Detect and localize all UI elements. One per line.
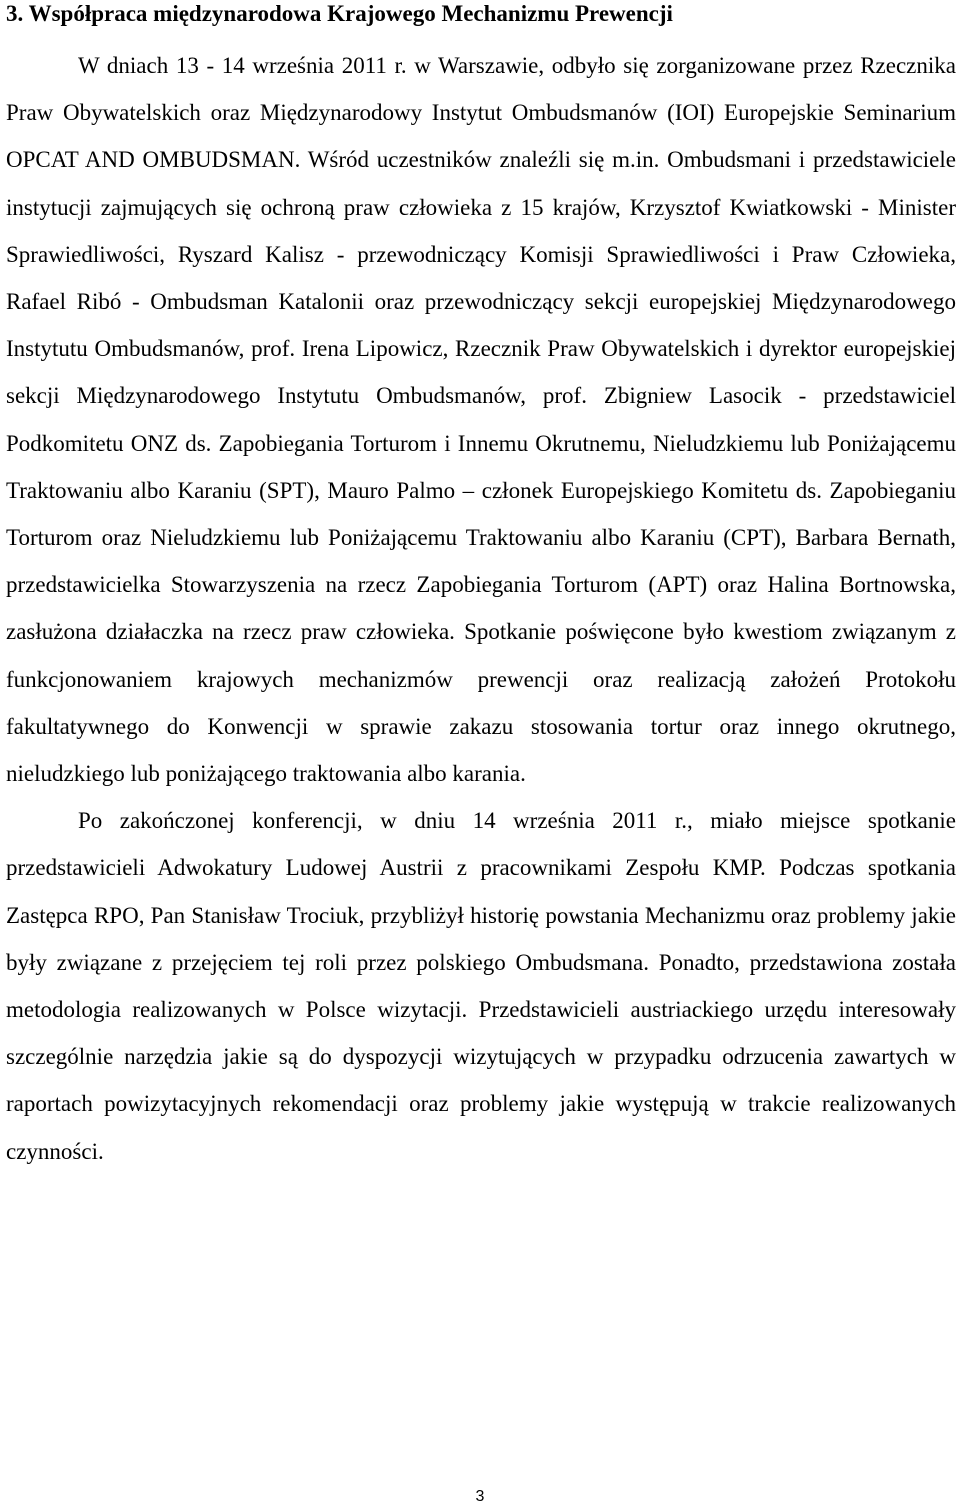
section-heading: 3. Współpraca międzynarodowa Krajowego Mechanizmu Prewencji [6,1,673,26]
page-number: 3 [475,1488,485,1505]
document-page [6,0,956,1509]
paragraph-seminar: W dniach 13 - 14 września 2011 r. w Warszawie, odbyło się zorganizowane przez Rzecznika Praw Obywatelskich oraz Międzynarodowy Instytut Ombudsmanów (IOI) Europejskie Seminarium OPCAT AND OMBUDSMAN. Wśród uczestników znaleźli się m.in. Ombudsmani i przedstawiciele instytucji zajmujących się ochroną praw człowieka z 15 krajów, Krzysztof Kwiatkowski - Minister Sprawiedliwości, Ryszard Kalisz - przewodniczący Komisji Sprawiedliwości i Praw Człowieka, Rafael Ribó - Ombudsman Katalonii oraz przewodniczący sekcji europejskiej Międzynarodowego Instytutu Ombudsmanów, prof. Irena Lipowicz, Rzecznik Praw Obywatelskich i dyrektor europejskiej sekcji Międzynarodowego Instytutu Ombudsmanów, prof. Zbigniew Lasocik - przedstawiciel Podkomitetu ONZ ds. Zapobiegania Torturom i Innemu Okrutnemu, Nieludzkiemu lub Poniżającemu Traktowaniu albo Karaniu (SPT), Mauro Palmo – członek Europejskiego Komitetu ds. Zapobieganiu Torturom oraz Nieludzkiemu lub Poniżającemu Traktowaniu albo Karaniu (CPT), Barbara Bernath, przedstawicielka Stowarzyszenia na rzecz Zapobiegania Torturom (APT) oraz Halina Bortnowska, zasłużona działaczka na rzecz praw człowieka. Spotkanie poświęcone było kwestiom związanym z funkcjonowaniem krajowych mechanizmów prewencji oraz realizacją założeń Protokołu fakultatywnego do Konwencji w sprawie zakazu stosowania tortur oraz innego okrutnego, nieludzkiego lub poniżającego traktowania albo karania. [6,53,956,787]
paragraph-austria-meeting: Po zakończonej konferencji, w dniu 14 września 2011 r., miało miejsce spotkanie przedstawicieli Adwokatury Ludowej Austrii z pracownikami Zespołu KMP. Podczas spotkania Zastępca RPO, Pan Stanisław Trociuk, przybliżył historię powstania Mechanizmu oraz problemy jakie były związane z przejęciem tej roli przez polskiego Ombudsmana. Ponadto, przedstawiona została metodologia realizowanych w Polsce wizytacji. Przedstawicieli austriackiego urzędu interesowały szczególnie narzędzia jakie są do dyspozycji wizytujących w przypadku odrzucenia zawartych w raportach powizytacyjnych rekomendacji oraz problemy jakie występują w trakcie realizowanych czynności. [6,808,956,1164]
